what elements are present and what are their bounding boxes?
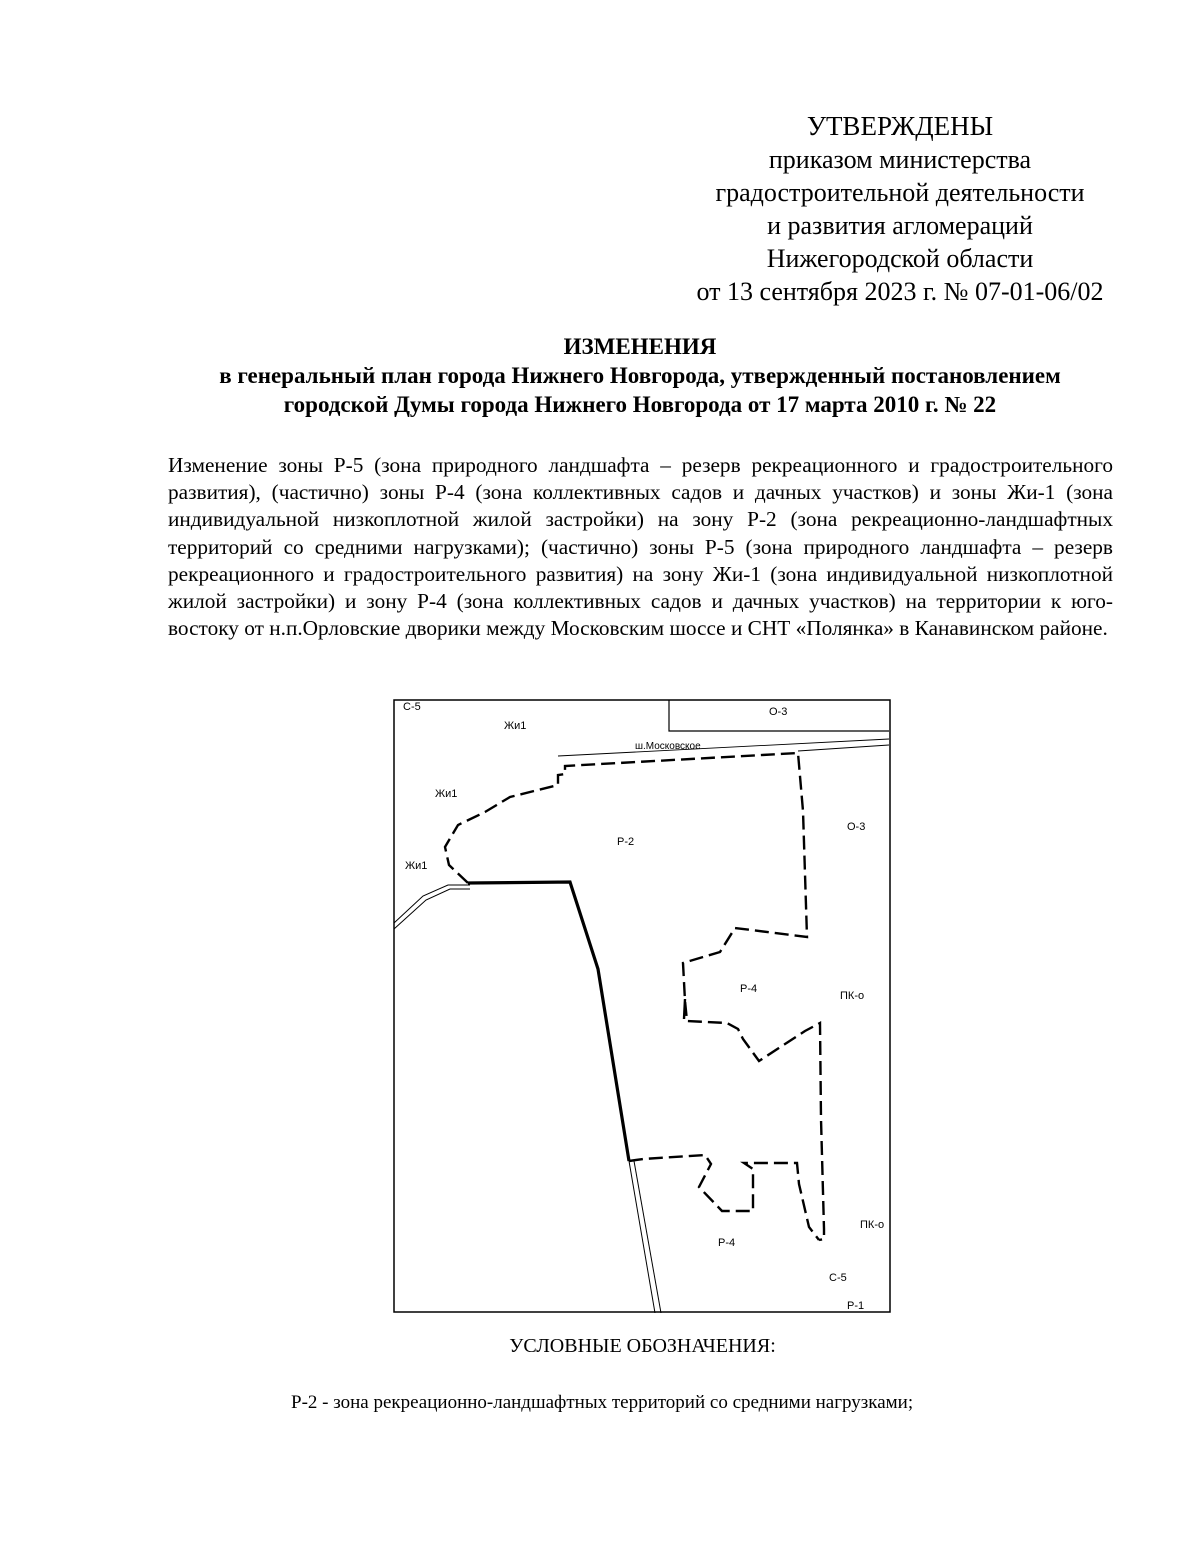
approval-line: и развития агломераций [767, 211, 1033, 240]
title-heading: ИЗМЕНЕНИЯ [563, 334, 717, 359]
approval-stamp [640, 110, 1160, 308]
legend-title: УСЛОВНЫЕ ОБОЗНАЧЕНИЯ: [509, 1335, 776, 1357]
label-r4-low: Р-4 [718, 1237, 736, 1249]
label-zhi1-top: Жи1 [504, 720, 527, 732]
approval-line: УТВЕРЖДЕНЫ [806, 111, 994, 141]
label-o3-top: О-3 [769, 706, 788, 718]
label-r1: Р-1 [847, 1300, 865, 1312]
approval-line: градостроительной деятельности [715, 178, 1085, 207]
label-r2: Р-2 [617, 836, 635, 848]
label-pko-low: ПК-о [860, 1219, 885, 1231]
approval-line: Нижегородской области [766, 244, 1034, 273]
document-title [120, 332, 1160, 419]
title-line: городской Думы города Нижнего Новгорода от 17 марта 2010 г. № 22 [283, 392, 997, 417]
approval-line: от 13 сентября 2023 г. № 07-01-06/02 [696, 277, 1104, 306]
zone-boundary-dashed [684, 999, 685, 1019]
approval-line: приказом министерства [768, 145, 1032, 174]
map-frame [394, 700, 890, 1312]
zoning-map [393, 699, 891, 1313]
label-c5-top: С-5 [403, 701, 421, 713]
title-line: в генеральный план города Нижнего Новгорода, утвержденный постановлением [219, 363, 1061, 388]
legend-item: Р-2 - зона рекреационно-ландшафтных территорий со средними нагрузками; [291, 1392, 914, 1413]
label-road: ш.Московское [635, 741, 701, 752]
label-zhi1-mid: Жи1 [435, 788, 458, 800]
change-description: Изменение зоны Р-5 (зона природного ландшафта – резерв рекреационного и градостроительного развития), (частично) зоны Р-4 (зона коллективных садов и дачных участков) и зоны Жи-1 (зона индивидуальной низкоплотной жилой застройки) на зону Р-2 (зона рекреационно-ландшафтных территорий со средними нагрузками); (частично) зоны Р-5 (зона природного ландшафта – резерв рекреационного и градостроительного развития) на зону Жи-1 (зона индивидуальной низкоплотной жилой застройки) и зону Р-4 (зона коллективных садов и дачных участков) на территории к юго-востоку от н.п.Орловские дворики между Московским шоссе и СНТ «Полянка» в Канавинском районе. [168, 453, 1113, 641]
label-o3-right: О-3 [847, 821, 866, 833]
label-zhi1-low: Жи1 [405, 860, 428, 872]
label-pko-mid: ПК-о [840, 990, 865, 1002]
label-c5-low: С-5 [829, 1272, 847, 1284]
label-r4-mid: Р-4 [740, 983, 758, 995]
